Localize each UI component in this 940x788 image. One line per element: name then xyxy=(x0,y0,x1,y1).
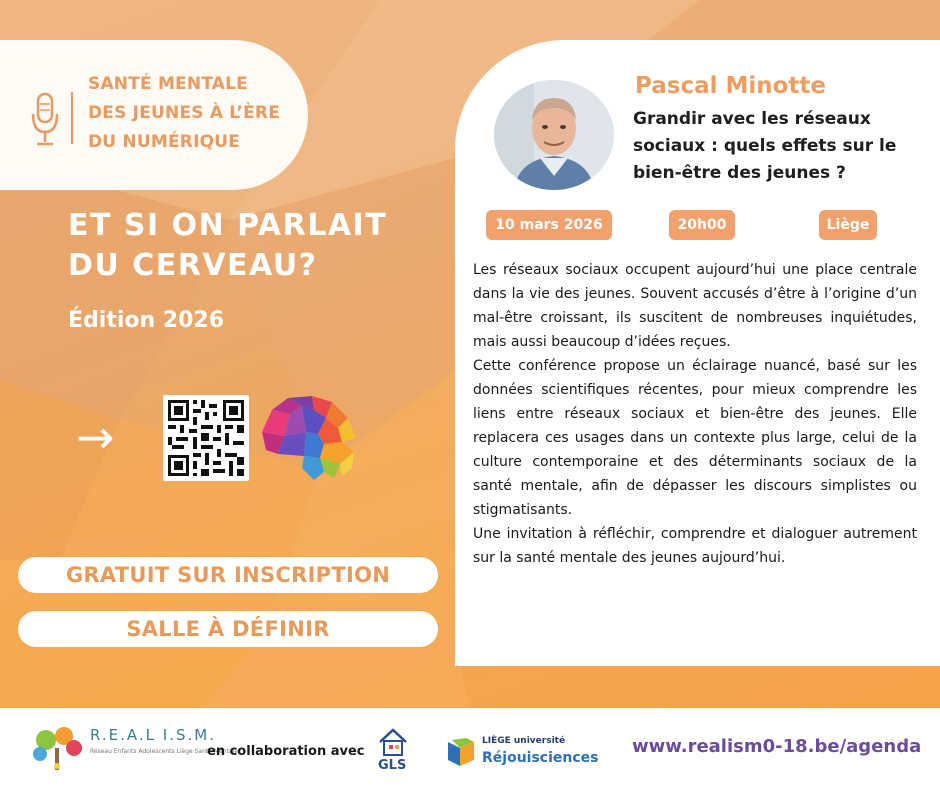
speaker-photo xyxy=(494,80,614,190)
room-pill: SALLE À DÉFINIR xyxy=(18,611,438,647)
description-paragraph: Cette conférence propose un éclairage nuancé, basé sur les données scientifiques récentes, pour mieux comprendre les liens entre réseaux sociaux et bien-être des jeunes. Elle replacera ces usages dans un contexte plus large, celui de la culture contemporaine et des déterminants sociaux de la santé mentale, afin de dépasser les discours simplistes ou stigmatisants. xyxy=(473,358,917,518)
headline xyxy=(68,206,387,286)
footer xyxy=(0,708,940,788)
topic-line: DES JEUNES À L’ÈRE xyxy=(88,103,281,123)
gls-house-icon xyxy=(376,724,410,758)
talk-title-line: sociaux : quels effets sur le xyxy=(633,136,897,156)
gls-label: GLS xyxy=(378,758,407,773)
realism-name: R.E.A.L I.S.M. xyxy=(90,726,216,744)
date-badge: 10 mars 2026 xyxy=(486,210,612,240)
qr-code-graphic xyxy=(163,395,249,481)
website-link[interactable]: www.realism0-18.be/agenda xyxy=(632,736,922,757)
arrow-right-icon: → xyxy=(76,410,115,464)
talk-title-line: Grandir avec les réseaux xyxy=(633,109,871,129)
topic-line: SANTÉ MENTALE xyxy=(88,74,248,94)
description-paragraph: Une invitation à réfléchir, comprendre et dialoguer autrement sur la santé mentale des jeunes aujourd’hui. xyxy=(473,526,917,566)
talk-title-line: bien-être des jeunes ? xyxy=(633,163,846,183)
realism-subtitle: Réseau Enfants Adolescents Liège Santé Mentale xyxy=(90,748,238,755)
tag-divider xyxy=(71,92,73,144)
brain-icon xyxy=(254,392,360,484)
free-registration-pill: GRATUIT SUR INSCRIPTION xyxy=(18,557,438,593)
edition-label: Édition 2026 xyxy=(68,308,225,333)
headline-line: DU CERVEAU? xyxy=(68,248,318,283)
headline-line: ET SI ON PARLAIT xyxy=(68,208,388,243)
topic-line: DU NUMÉRIQUE xyxy=(88,132,241,152)
description-paragraph: Les réseaux sociaux occupent aujourd’hui une place centrale dans la vie des jeunes. Souvent accusés d’être à l’origine d’un mal-être croissant, ils suscitent de nombreuses inquiétudes, mais aussi beaucoup d’idées reçues. xyxy=(473,262,917,350)
collaboration-label: en collaboration avec xyxy=(207,744,365,759)
time-badge: 20h00 xyxy=(669,210,735,240)
qr-code-icon[interactable] xyxy=(163,395,249,481)
speaker-name: Pascal Minotte xyxy=(635,73,827,99)
realism-logo-icon xyxy=(30,726,86,772)
rejouisciences-logo-icon xyxy=(446,738,478,770)
topic-title xyxy=(88,70,298,157)
rejouisciences-top: LIÈGE université xyxy=(482,736,566,746)
location-badge: Liège xyxy=(819,210,877,240)
microphone-icon xyxy=(30,92,60,148)
event-description xyxy=(473,258,917,570)
rejouisciences-name: Réjouisciences xyxy=(482,750,599,766)
avatar xyxy=(494,80,614,190)
talk-title xyxy=(633,106,923,187)
